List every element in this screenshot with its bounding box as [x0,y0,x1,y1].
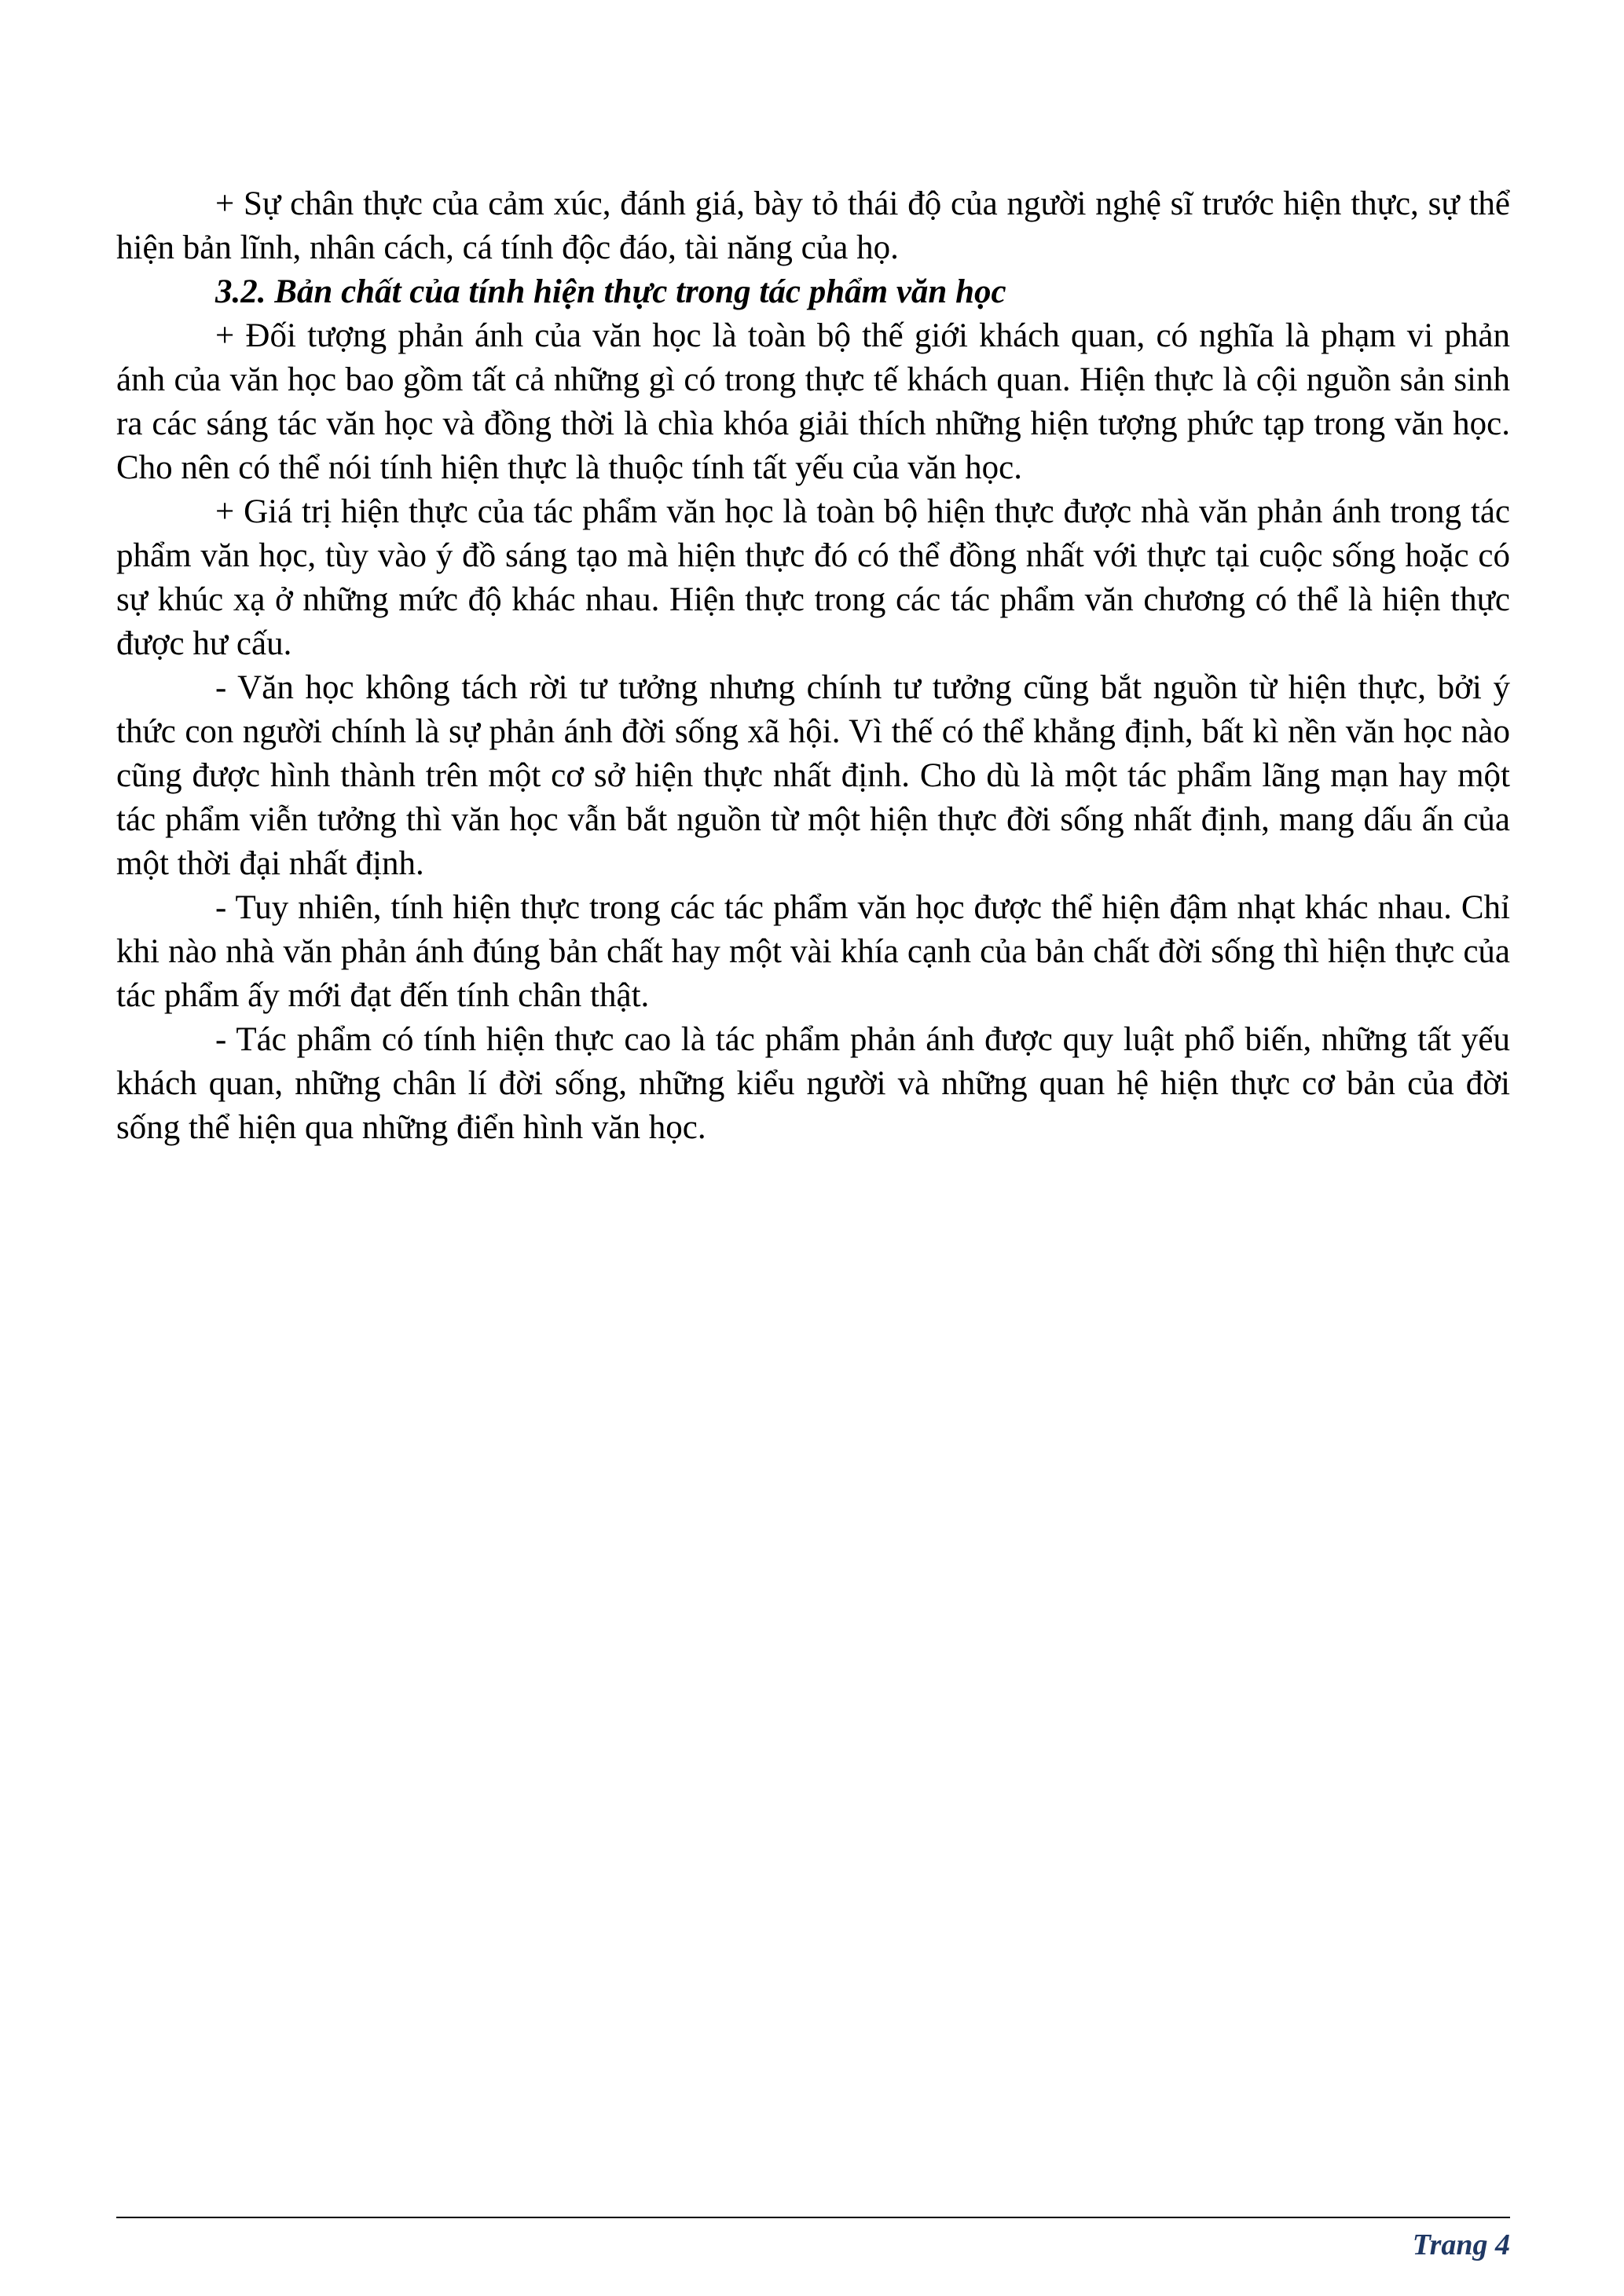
paragraph: - Tác phẩm có tính hiện thực cao là tác phẩm phản ánh được quy luật phổ biến, những tất yếu khách quan, những chân lí đời sống, những kiểu người và những quan hệ hiện thực cơ bản của đời sống thể hiện qua những điển hình văn học. [116,1021,1510,1146]
paragraph: - Văn học không tách rời tư tưởng nhưng chính tư tưởng cũng bắt nguồn từ hiện thực, bởi ý thức con người chính là sự phản ánh đời sống xã hội. Vì thế có thể khẳng định, bất kì nền văn học nào cũng được hình thành trên một cơ sở hiện thực nhất định. Cho dù là một tác phẩm lãng mạn hay một tác phẩm viễn tưởng thì văn học vẫn bắt nguồn từ một hiện thực đời sống nhất định, mang dấu ấn của một thời đại nhất định. [116,669,1510,882]
footer-divider [116,2217,1510,2218]
paragraph: + Đối tượng phản ánh của văn học là toàn bộ thế giới khách quan, có nghĩa là phạm vi phản ánh của văn học bao gồm tất cả những gì có trong thực tế khách quan. Hiện thực là cội nguồn sản sinh ra các sáng tác văn học và đồng thời là chìa khóa giải thích những hiện tượng phức tạp trong văn học. Cho nên có thể nói tính hiện thực là thuộc tính tất yếu của văn học. [116,317,1510,486]
page-number: Trang 4 [1412,2228,1510,2261]
paragraph: + Giá trị hiện thực của tác phẩm văn học là toàn bộ hiện thực được nhà văn phản ánh trong tác phẩm văn học, tùy vào ý đồ sáng tạo mà hiện thực đó có thể đồng nhất với thực tại cuộc sống hoặc có sự khúc xạ ở những mức độ khác nhau. Hiện thực trong các tác phẩm văn chương có thể là hiện thực được hư cấu. [116,493,1510,662]
paragraph: - Tuy nhiên, tính hiện thực trong các tác phẩm văn học được thể hiện đậm nhạt khác nhau. Chỉ khi nào nhà văn phản ánh đúng bản chất hay một vài khía cạnh của bản chất đời sống thì hiện thực của tác phẩm ấy mới đạt đến tính chân thật. [116,889,1510,1014]
document-body [116,182,1510,1150]
section-heading: 3.2. Bản chất của tính hiện thực trong tác phẩm văn học [215,273,1006,310]
paragraph: + Sự chân thực của cảm xúc, đánh giá, bày tỏ thái độ của người nghệ sĩ trước hiện thực, sự thể hiện bản lĩnh, nhân cách, cá tính độc đáo, tài năng của họ. [116,185,1510,266]
